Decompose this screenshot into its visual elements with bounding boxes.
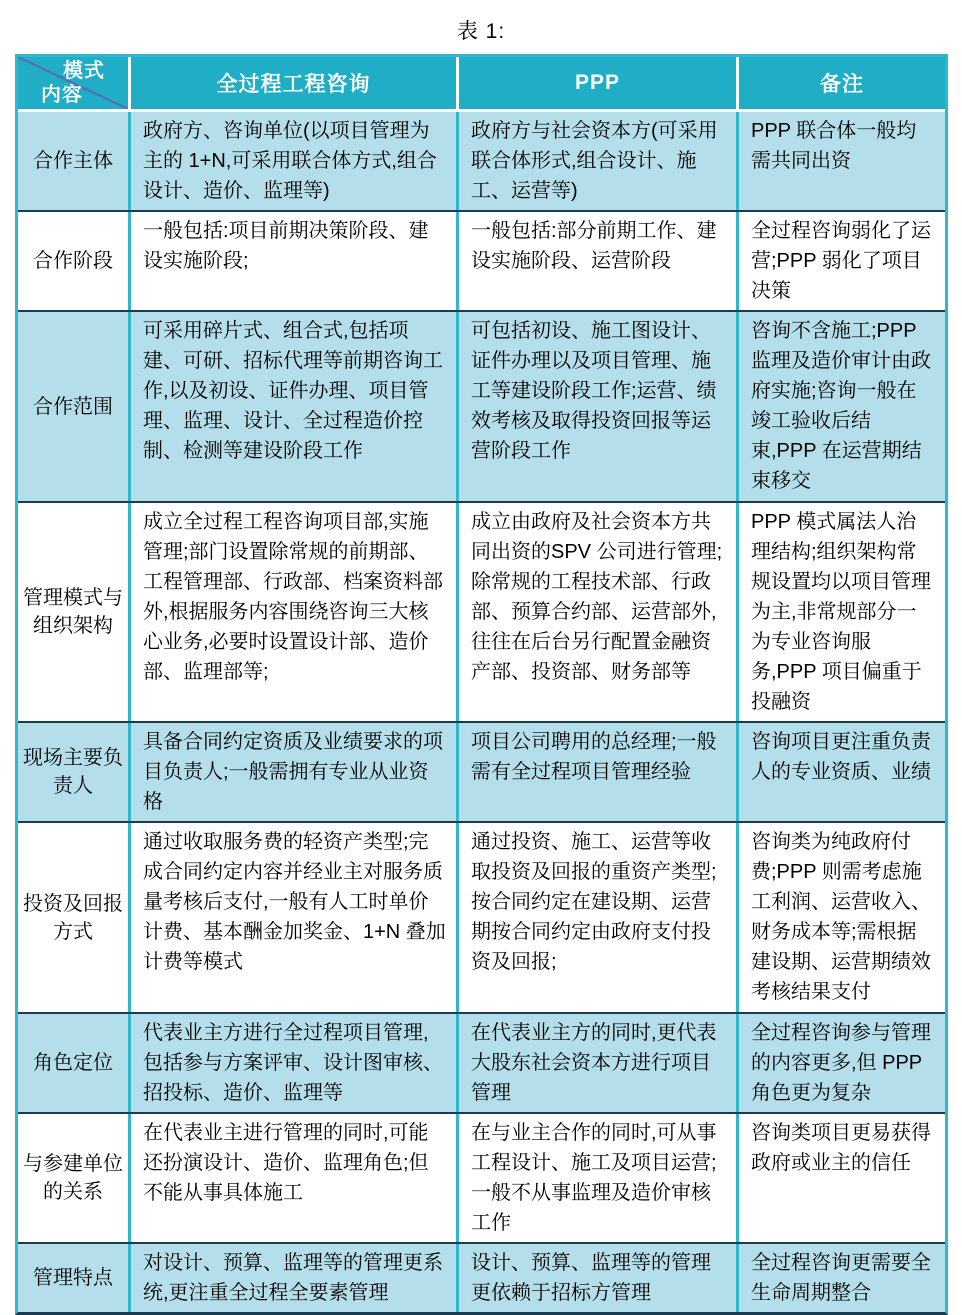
- cell-consulting: 可采用碎片式、组合式,包括项建、可研、招标代理等前期咨询工作,以及初设、证件办理、项目管理、监理、设计、全过程造价控制、检测等建设阶段工作: [128, 312, 456, 501]
- comparison-table: [15, 54, 948, 1315]
- row-topic: 角色定位: [33, 1052, 113, 1074]
- table-row-investment-return: [18, 821, 945, 1012]
- row-topic: 投资及回报方式: [23, 892, 123, 943]
- cell-ppp: 可包括初设、施工图设计、证件办理以及项目管理、施工等建设阶段工作;运营、绩效考核及取得投资回报等运营阶段工作: [456, 312, 736, 501]
- cell-consulting: 政府方、咨询单位(以项目管理为主的 1+N,可采用联合体方式,组合设计、造价、监理等): [128, 112, 456, 210]
- table-row-cooperation-parties: [18, 112, 945, 210]
- row-topic: 与参建单位的关系: [23, 1153, 123, 1203]
- cell-ppp: 成立由政府及社会资本方共同出资的SPV 公司进行管理;除常规的工程技术部、行政部、预算合约部、运营部外,往往在后台另行配置金融资产部、投资部、财务部等: [456, 503, 736, 721]
- cell-note: 咨询类项目更易获得政府或业主的信任: [736, 1114, 945, 1242]
- table-row-cooperation-scope: [18, 310, 945, 501]
- table-header-row: [18, 57, 945, 112]
- cell-note: 全过程咨询弱化了运营;PPP 弱化了项目决策: [736, 212, 945, 310]
- table-row-management-structure: [18, 501, 945, 721]
- cell-consulting: 通过收取服务费的轻资产类型;完成合同约定内容并经业主对服务质量考核后支付,一般有人工时单价计费、基本酬金加奖金、1+N 叠加计费等模式: [128, 823, 456, 1012]
- row-topic: 现场主要负责人: [23, 747, 123, 797]
- table-row-site-leader: [18, 721, 945, 821]
- row-topic: 合作阶段: [33, 250, 113, 272]
- table-row-role-positioning: [18, 1012, 945, 1112]
- cell-consulting: 成立全过程工程咨询项目部,实施管理;部门设置除常规的前期部、工程管理部、行政部、档案资料部外,根据服务内容围绕咨询三大核心业务,必要时设置设计部、造价部、监理部等;: [128, 503, 456, 721]
- cell-consulting: 具备合同约定资质及业绩要求的项目负责人;一般需拥有专业从业资格: [128, 723, 456, 821]
- row-topic: 管理模式与组织架构: [23, 587, 123, 637]
- header-corner-cell: [18, 57, 128, 109]
- cell-note: 咨询类为纯政府付费;PPP 则需考虑施工利润、运营收入、财务成本等;需根据建设期、运营期绩效考核结果支付: [736, 823, 945, 1012]
- cell-note: 全过程咨询参与管理的内容更多,但 PPP 角色更为复杂: [736, 1014, 945, 1112]
- page-title: 表 1:: [456, 20, 506, 43]
- cell-ppp: 通过投资、施工、运营等收取投资及回报的重资产类型;按合同约定在建设期、运营期按合同约定由政府支付投资及回报;: [456, 823, 736, 1012]
- cell-ppp: 在与业主合作的同时,可从事工程设计、施工及项目运营;一般不从事监理及造价审核工作: [456, 1114, 736, 1242]
- row-topic: 合作主体: [33, 150, 113, 172]
- header-col-consulting: 全过程工程咨询: [128, 57, 456, 109]
- cell-note: 全过程咨询更需要全生命周期整合: [736, 1244, 945, 1312]
- cell-ppp: 在代表业主方的同时,更代表大股东社会资本方进行项目管理: [456, 1014, 736, 1112]
- cell-note: 咨询不含施工;PPP 监理及造价审计由政府实施;咨询一般在竣工验收后结束,PPP 在运营期结束移交: [736, 312, 945, 501]
- corner-label-mode: 模式: [63, 60, 105, 82]
- cell-note: PPP 模式属法人治理结构;组织架构常规设置均以项目管理为主,非常规部分一为专业咨询服务,PPP 项目偏重于投融资: [736, 503, 945, 721]
- cell-consulting: 代表业主方进行全过程项目管理,包括参与方案评审、设计图审核、招投标、造价、监理等: [128, 1014, 456, 1112]
- row-topic: 合作范围: [33, 395, 113, 418]
- cell-note: 咨询项目更注重负责人的专业资质、业绩: [736, 723, 945, 821]
- row-topic: 管理特点: [33, 1267, 113, 1289]
- table-body: [18, 112, 945, 1312]
- cell-consulting: 对设计、预算、监理等的管理更系统,更注重全过程全要素管理: [128, 1244, 456, 1312]
- cell-consulting: 一般包括:项目前期决策阶段、建设实施阶段;: [128, 212, 456, 310]
- header-col-ppp: PPP: [456, 57, 736, 109]
- cell-note: PPP 联合体一般均需共同出资: [736, 112, 945, 210]
- cell-ppp: 项目公司聘用的总经理;一般需有全过程项目管理经验: [456, 723, 736, 821]
- cell-ppp: 设计、预算、监理等的管理更依赖于招标方管理: [456, 1244, 736, 1312]
- cell-ppp: 一般包括:部分前期工作、建设实施阶段、运营阶段: [456, 212, 736, 310]
- cell-ppp: 政府方与社会资本方(可采用联合体形式,组合设计、施工、运营等): [456, 112, 736, 210]
- corner-label-content: 内容: [41, 84, 83, 106]
- cell-consulting: 在代表业主进行管理的同时,可能还扮演设计、造价、监理角色;但不能从事具体施工: [128, 1114, 456, 1242]
- table-row-cooperation-phases: [18, 210, 945, 310]
- table-row-relation-with-participants: [18, 1112, 945, 1242]
- header-col-note: 备注: [736, 57, 945, 109]
